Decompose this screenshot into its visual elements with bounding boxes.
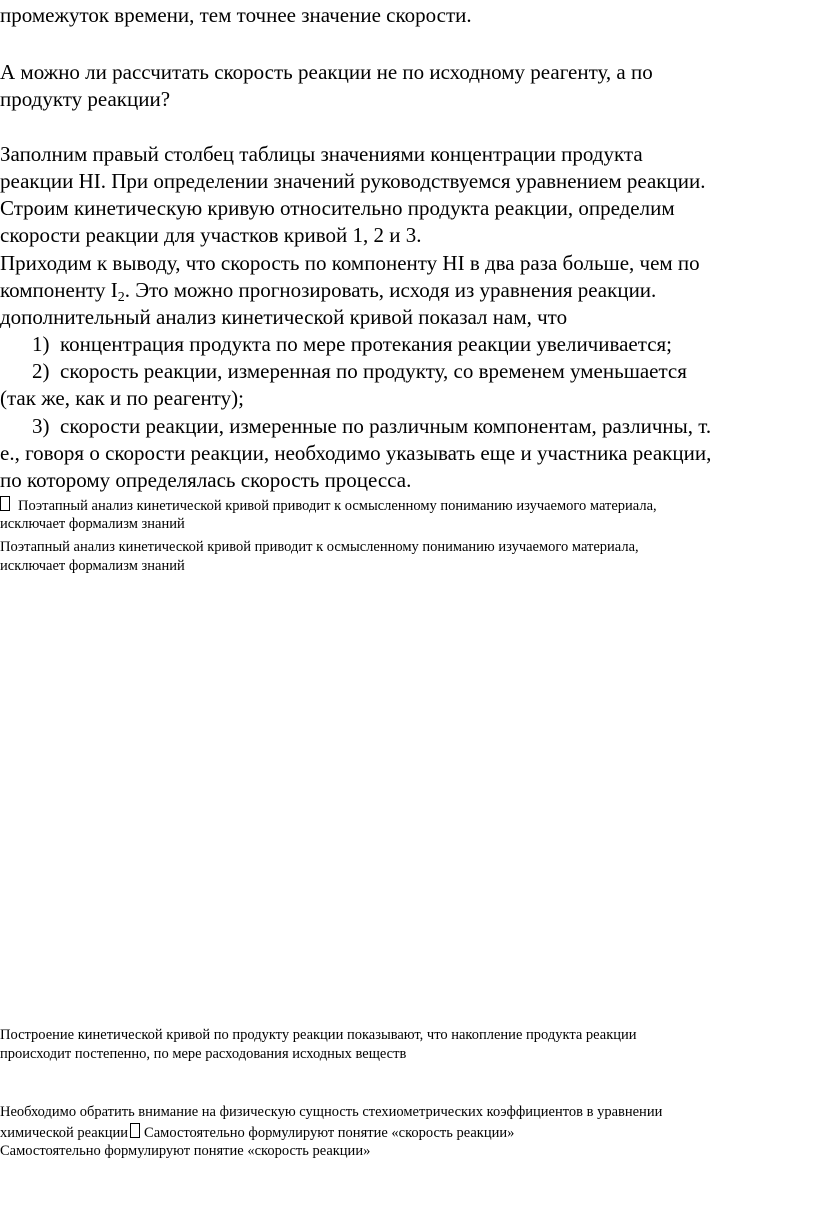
text-line: реакции HI. При определении значений руководствуемся уравнением реакции. xyxy=(0,169,706,193)
note-line: происходит постепенно, по мере расходования исходных веществ xyxy=(0,1046,407,1062)
note-line: исключает формализм знаний xyxy=(0,516,185,532)
list-text: скорость реакции, измеренная по продукту, со временем уменьшается xyxy=(60,359,687,383)
text-line: Заполним правый столбец таблицы значениями концентрации продукта xyxy=(0,142,643,166)
text-line: Приходим к выводу, что скорость по компоненту HI в два раза больше, чем по xyxy=(0,251,700,275)
text-part: . Это можно прогнозировать, исходя из уравнения реакции. xyxy=(124,278,657,302)
text-line: промежуток времени, тем точнее значение скорости. xyxy=(0,3,472,27)
text-line: е., говоря о скорости реакции, необходимо указывать еще и участника реакции, xyxy=(0,441,712,465)
missing-glyph-icon xyxy=(130,1123,140,1138)
text-line: скорости реакции для участков кривой 1, 2 и 3. xyxy=(0,223,422,247)
list-item xyxy=(32,358,687,384)
list-number: 2) xyxy=(32,359,50,383)
note-text: Поэтапный анализ кинетической кривой приводит к осмысленному пониманию изучаемого материала, xyxy=(18,498,657,514)
note-line xyxy=(0,496,657,516)
note-text: Самостоятельно формулируют понятие «скорость реакции» xyxy=(144,1125,515,1141)
note-line xyxy=(0,1123,514,1143)
text-line: А можно ли рассчитать скорость реакции не по исходному реагенту, а по xyxy=(0,60,653,84)
note-line: Поэтапный анализ кинетической кривой приводит к осмысленному пониманию изучаемого материала, xyxy=(0,539,639,555)
note-line: исключает формализм знаний xyxy=(0,558,185,574)
text-line: по которому определялась скорость процесса. xyxy=(0,468,412,492)
list-item xyxy=(32,413,711,439)
note-line: Необходимо обратить внимание на физическую сущность стехиометрических коэффициентов в уравнении xyxy=(0,1104,663,1120)
text-line-i2 xyxy=(0,277,656,303)
note-text: химической реакции xyxy=(0,1125,129,1141)
missing-glyph-icon xyxy=(0,496,10,511)
list-text: концентрация продукта по мере протекания реакции увеличивается; xyxy=(60,332,673,356)
list-number: 1) xyxy=(32,332,50,356)
text-line: Строим кинетическую кривую относительно продукта реакции, определим xyxy=(0,196,675,220)
text-line: дополнительный анализ кинетической кривой показал нам, что xyxy=(0,305,568,329)
list-text: скорости реакции, измеренные по различным компонентам, различны, т. xyxy=(60,414,712,438)
text-line: (так же, как и по реагенту); xyxy=(0,386,244,410)
note-line: Самостоятельно формулируют понятие «скорость реакции» xyxy=(0,1143,371,1159)
list-item xyxy=(32,331,672,357)
subscript: 2 xyxy=(117,290,125,305)
list-number: 3) xyxy=(32,414,50,438)
note-line: Построение кинетической кривой по продукту реакции показывают, что накопление продукта реакции xyxy=(0,1027,637,1043)
text-line: продукту реакции? xyxy=(0,87,171,111)
text-part: компоненту I xyxy=(0,278,118,302)
